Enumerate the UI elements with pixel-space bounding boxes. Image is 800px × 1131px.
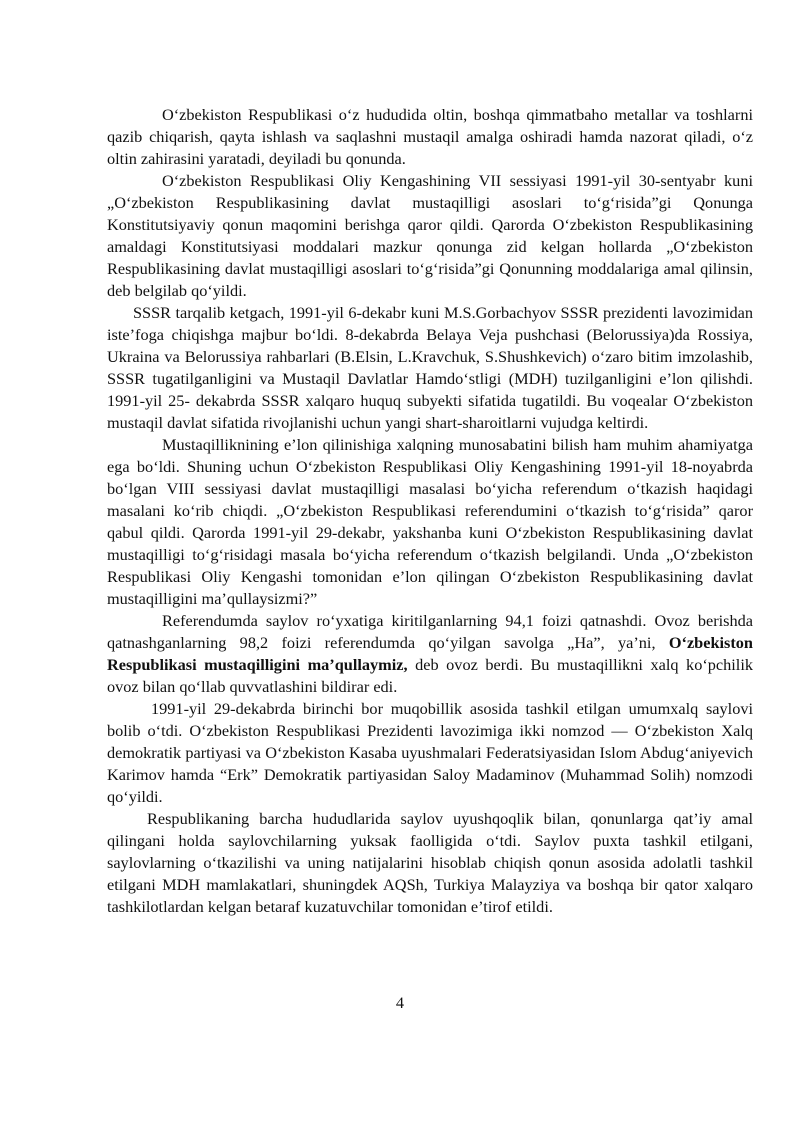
referendum-question-bold: O‘zbekiston Respublikasi mustaqilligini ma’qullaymiz, xyxy=(107,633,753,674)
paragraph-referendum-decision: Mustaqilliknining e’lon qilinishiga xalqning munosabatini bilish ham muhim ahamiyatga ega bo‘ldi. Shuning uchun O‘zbekiston Respublikasi Oliy Kengashining 1991-yil 18-noyabrda bo‘lgan VIII sessiyasi davlat mustaqilligi masalasi bo‘yicha referendum o‘tkazish haqidagi masalani ko‘rib chiqdi. „O‘zbekiston Respublikasi referendumini o‘tkazish to‘g‘risida” qaror qabul qildi. Qarorda 1991-yil 29-dekabr, yakshanba kuni O‘zbekiston Respublikasining davlat mustaqilligi to‘g‘risidagi masala bo‘yicha referendum o‘tkazish belgilandi. Unda „O‘zbekiston Respublikasi Oliy Kengashi tomonidan e’lon qilingan O‘zbekiston Respublikasining davlat mustaqilligini ma’qullaysizmi?” xyxy=(107,435,753,608)
paragraph-gold-reserves: O‘zbekiston Respublikasi o‘z hududida oltin, boshqa qimmatbaho metallar va toshlarni qazib chiqarish, qayta ishlash va saqlashni mustaqil amalga oshiradi hamda nazorat qiladi, o‘z oltin zahirasini yaratadi, deyiladi bu qonunda. xyxy=(107,105,753,168)
paragraph-election-observers: Respublikaning barcha hududlarida saylov uyushqoqlik bilan, qonunlarga qat’iy amal qilingani holda saylovchilarning yuksak faolligida o‘tdi. Saylov puxta tashkil etilgani, saylovlarning o‘tkazilishi va uning natijalarini hisoblab chiqish qonun asosida adolatli tashkil etilgani MDH mamlakatlari, shuningdek AQSh, Turkiya Malayziya va boshqa bir qator xalqaro tashkilotlardan kelgan betaraf kuzatuvchilar tomonidan e’tirof etildi. xyxy=(107,809,753,916)
paragraph-referendum-results xyxy=(107,610,753,698)
referendum-results-text-end: deb ovoz berdi. Bu mustaqillikni xalq ko‘pchilik ovoz bilan qo‘llab quvvatlashini bildirar edi. xyxy=(107,655,753,696)
document-body xyxy=(107,104,753,918)
paragraph-presidential-election: 1991-yil 29-dekabrda birinchi bor muqobillik asosida tashkil etilgan umumxalq saylovi bolib o‘tdi. O‘zbekiston Respublikasi Prezidenti lavozimiga ikki nomzod — O‘zbekiston Xalq demokratik partiyasi va O‘zbekiston Kasaba uyushmalari Federatsiyasidan Islom Abdug‘aniyevich Karimov hamda “Erk” Demokratik partiyasidan Saloy Madaminov (Muhammad Solih) nomzodi qo‘yildi. xyxy=(107,699,753,806)
page-number: 4 xyxy=(395,993,405,1012)
referendum-results-text: Referendumda saylov ro‘yxatiga kiritilganlarning 94,1 foizi qatnashdi. Ovoz berishda qatnashganlarning 98,2 foizi referendumda qo‘yilgan savolga „Ha”, ya’ni, xyxy=(107,611,753,652)
paragraph-ussr-dissolution: SSSR tarqalib ketgach, 1991-yil 6-dekabr kuni M.S.Gorbachyov SSSR prezidenti lavozimidan iste’foga chiqishga majbur bo‘ldi. 8-dekabrda Belaya Veja pushchasi (Belorussiya)da Rossiya, Ukraina va Belorussiya rahbarlari (B.Elsin, L.Kravchuk, S.Shushkevich) o‘zaro bitim imzolashib, SSSR tugatilganligini va Mustaqil Davlatlar Hamdo‘stligi (MDH) tuzilganligini e’lon qilishdi. 1991-yil 25- dekabrda SSSR xalqaro huquq subyekti sifatida tugatildi. Bu voqealar O‘zbekiston mustaqil davlat sifatida rivojlanishi uchun yangi shart-sharoitlarni vujudga keltirdi. xyxy=(107,303,753,432)
paragraph-constitutional-law: O‘zbekiston Respublikasi Oliy Kengashining VII sessiyasi 1991-yil 30-sentyabr kuni „O‘zbekiston Respublikasining davlat mustaqilligi asoslari to‘g‘risida”gi Qonunga Konstitutsiyaviy qonun maqomini berishga qaror qildi. Qarorda O‘zbekiston Respublikasining amaldagi Konstitutsiyasi moddalari mazkur qonunga zid kelgan hollarda „O‘zbekiston Respublikasining davlat mustaqilligi asoslari to‘g‘risida”gi Qonunning moddalariga amal qilinsin, deb belgilab qo‘yildi. xyxy=(107,171,753,300)
